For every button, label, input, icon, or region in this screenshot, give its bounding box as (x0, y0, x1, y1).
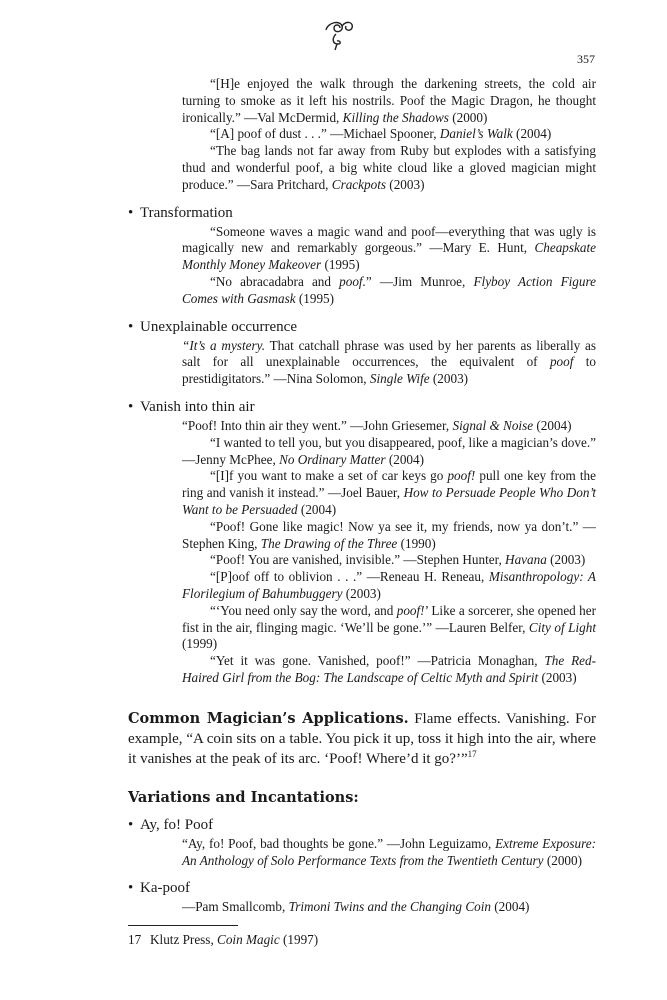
bullet-heading-transformation: • Transformation (128, 204, 233, 221)
quote-entry: “Poof! Gone like magic! Now ya see it, my friends, now ya don’t.” —Stephen King, The Drawing of the Three (1990) (182, 518, 596, 551)
variations-heading: Variations and Incantations: (128, 788, 359, 806)
swirl-ornament-icon (318, 14, 358, 54)
quote-entry: “‘You need only say the word, and poof!’ Like a sorcerer, she opened her fist in the air, flinging magic. ‘We’ll be gone.’” —Lauren Belfer, City of Light (1999) (182, 602, 596, 652)
page-content (128, 76, 596, 916)
quote-entry: “[P]oof off to oblivion . . .” —Reneau H. Reneau, Misanthropology: A Florilegium of Bahumbuggery (2003) (182, 569, 596, 601)
quote-entry: —Pam Smallcomb, Trimoni Twins and the Changing Coin (2004) (182, 899, 530, 915)
quote-entry: “Yet it was gone. Vanished, poof!” —Patricia Monaghan, The Red-Haired Girl from the Bog: The Landscape of Celtic Myth and Spirit (2003) (182, 653, 596, 685)
quote-entry: “[H]e enjoyed the walk through the darkening streets, the cold air turning to smoke as it left his nostrils. Poof the Magic Dragon, he thought ironically.” —Val McDermid, Killing the Shadows (2000) (182, 76, 596, 125)
quote-entry: “It’s a mystery. That catchall phrase was used by her parents as liberally as salt for all unexplainable occurrences, the equivalent of poof to prestidigitators.” —Nina Solomon, Single Wife (2003) (182, 337, 596, 387)
footnote-reference: 17 (467, 748, 477, 759)
quote-entry: “Ay, fo! Poof, bad thoughts be gone.” —John Leguizamo, Extreme Exposure: An Anthology of Solo Performance Texts from the Twentieth Century (2000) (182, 835, 597, 868)
bullet-heading-unexplainable: • Unexplainable occurrence (128, 318, 297, 335)
quote-entry: “Poof! Into thin air they went.” —John Griesemer, Signal & Noise (2004) (182, 417, 572, 433)
footnote-number: 17 (128, 932, 142, 947)
footnote-divider (128, 925, 238, 926)
bullet-heading-vanish: • Vanish into thin air (128, 398, 255, 415)
footnote: 17 Klutz Press, Coin Magic (1997) (128, 932, 319, 947)
applications-heading: Common Magician’s Applications. (128, 709, 409, 727)
quote-entry: “[A] poof of dust . . .” —Michael Spooner, Daniel’s Walk (2004) (210, 126, 552, 142)
applications-paragraph: Common Magician’s Applications. Flame effects. Vanishing. For example, “A coin sits on a table. You pick it up, toss it high into the air, where it vanishes at the peak of its arc. ‘Poof! Where’d it go?’”$^{17}$ (128, 709, 596, 767)
quote-entry: “The bag lands not far away from Ruby but explodes with a satisfying thud and wonderful poof, a big white cloud like a gloved magician might produce.” —Sara Pritchard, Crackpots (2003) (182, 143, 596, 192)
bullet-heading-ka-poof: • Ka-poof (128, 880, 190, 897)
quote-entry: “I wanted to tell you, but you disappeared, poof, like a magician’s dove.” —Jenny McPhee, No Ordinary Matter (2004) (182, 434, 596, 467)
quote-entry: “Someone waves a magic wand and poof—everything that was ugly is magically new and remarkably gorgeous.” —Mary E. Hunt, Cheapskate Monthly Money Makeover (1995) (182, 223, 596, 273)
bullet-heading-ay-fo: • Ay, fo! Poof (128, 816, 214, 833)
quote-entry: “Poof! You are vanished, invisible.” —Stephen Hunter, Havana (2003) (210, 552, 586, 568)
quote-entry: “No abracadabra and poof.” —Jim Munroe, Flyboy Action Figure Comes with Gasmask (1995) (182, 273, 596, 306)
page-number: 357 (577, 52, 595, 66)
quote-entry: “[I]f you want to make a set of car keys go poof! pull one key from the ring and vanish it instead.” —Joel Bauer, How to Persuade People Who Don’t Want to be Persuaded (2004) (182, 468, 597, 517)
